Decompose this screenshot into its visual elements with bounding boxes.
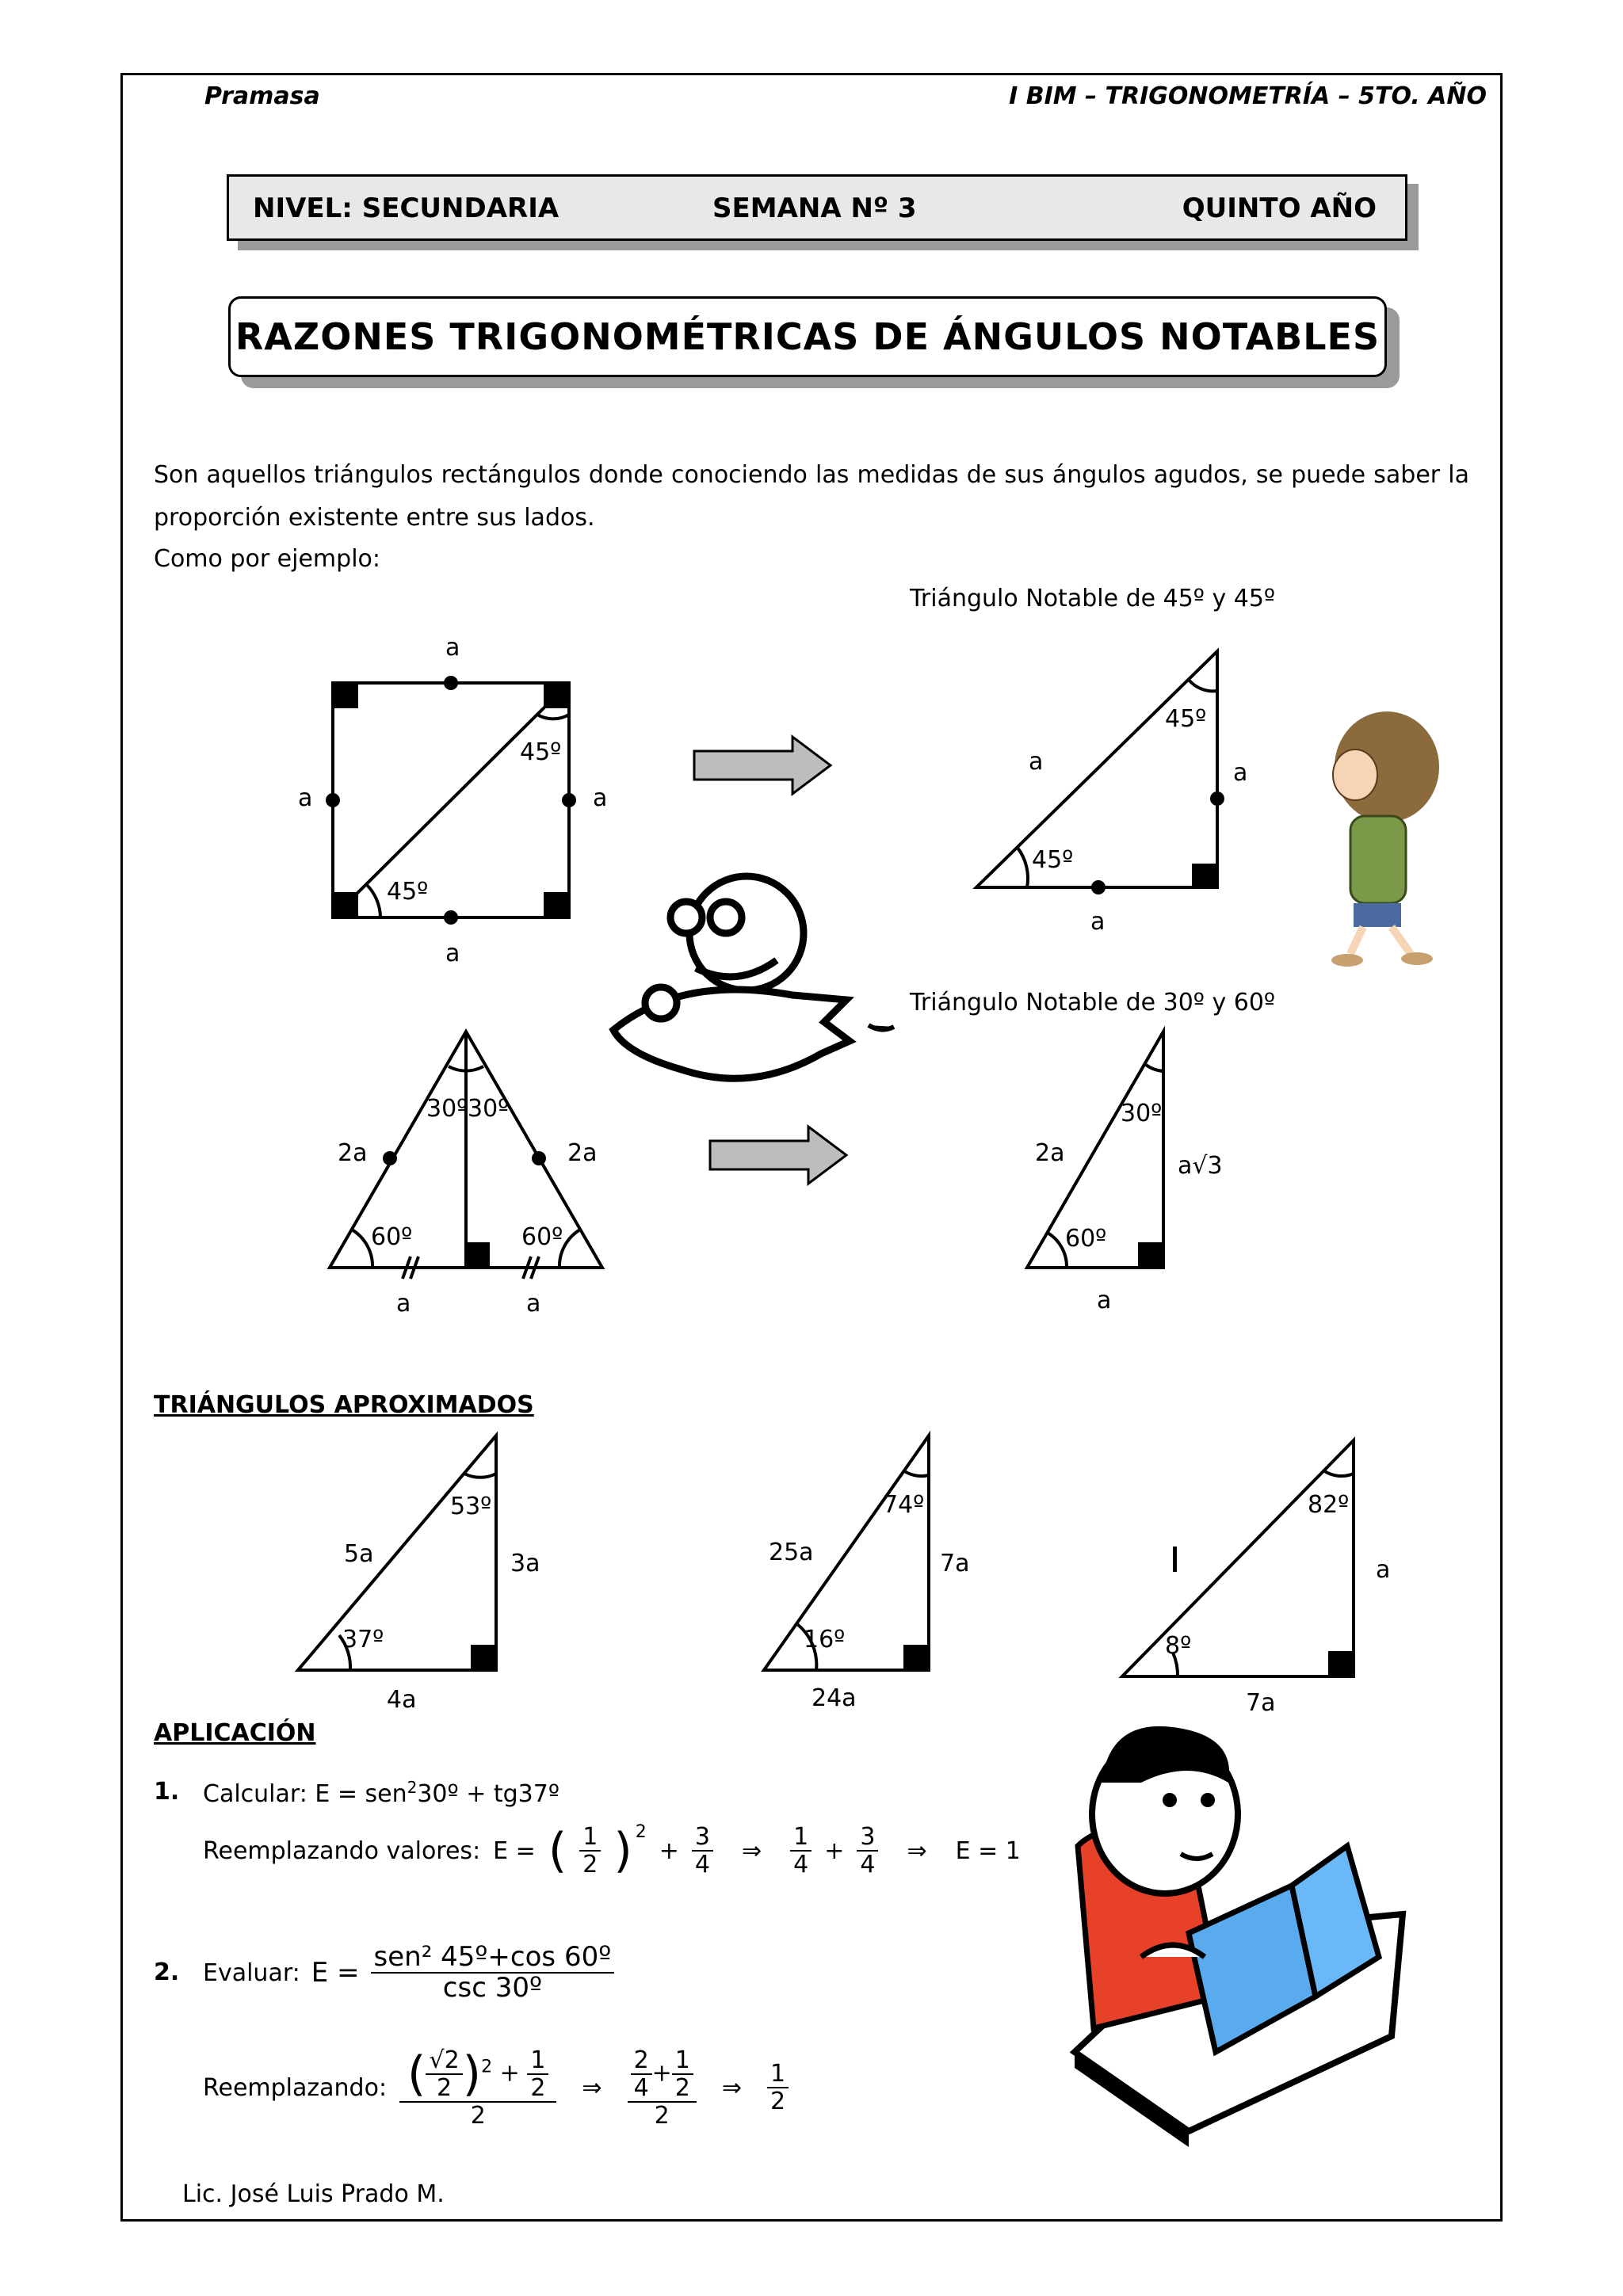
fraction-one-half: $\frac{1}{2}$ [579,1824,601,1878]
triangle-45-markers [1091,791,1224,894]
big-fraction: ( $\frac{√2}{2}$ )$^2$ + $\frac{1}{2}$ 2 [399,2047,556,2129]
owl-cartoon-icon [613,876,894,1078]
intro-line-2: proporción existente entre sus lados. [154,504,595,532]
problem-2-replace-label: Reemplazando: [203,2073,388,2102]
approx-heading: TRIÁNGULOS APROXIMADOS [154,1391,534,1419]
caption-45: Triángulo Notable de 45º y 45º [910,585,1276,612]
tri3060-long-leg: a√3 [1178,1152,1223,1180]
problem-1-replace-label: Reemplazando valores: [203,1836,481,1865]
square-figure [333,683,569,917]
header-left: Pramasa [204,82,320,110]
arrow-implies-3: ⇒ [582,2073,602,2102]
problem-2-text: Evaluar: [203,1958,300,1987]
approx-triangle-3 [1122,1440,1354,1676]
plus-2: + [824,1836,845,1865]
approx2-top: 74º [883,1491,925,1519]
paren-close: ) [613,1823,632,1878]
page-title: RAZONES TRIGONOMÉTRICAS DE ÁNGULOS NOTABLES [235,315,1381,358]
tri3060-base: a [1097,1287,1112,1314]
problem-1-result: E = 1 [955,1836,1021,1865]
header-right: I BIM – TRIGONOMETRÍA – 5TO. AÑO [1009,82,1487,110]
arrow-implies-1: ⇒ [741,1836,762,1865]
approx1-top: 53º [450,1493,492,1520]
arrow-implies-4: ⇒ [721,2073,743,2102]
equi-half-left: a [396,1290,411,1318]
equi-angle-60-left: 60º [371,1223,413,1251]
square-bottom-label: a [445,940,460,967]
approx-triangle-3-marker [1328,1651,1352,1675]
fraction-three-quarters-2: $\frac{3}{4}$ [857,1824,878,1878]
approx3-hyp-mark [1173,1547,1177,1572]
equi-angle-30-right: 30º [468,1095,510,1123]
week-label: SEMANA Nº 3 [712,193,917,224]
approx3-bottom: 8º [1165,1632,1192,1660]
approx-triangle-1 [298,1436,496,1670]
approx2-bottom: 16º [804,1626,846,1653]
problem-1-solution [203,1819,1021,1882]
equi-side-right: 2a [567,1139,598,1167]
equi-half-right: a [526,1290,541,1318]
problem-1-exp: 2 [407,1778,418,1797]
square-top-label: a [445,634,460,662]
approx1-base: 4a [387,1686,417,1714]
fraction-three-quarters: $\frac{3}{4}$ [692,1824,713,1878]
application-heading: APLICACIÓN [154,1719,316,1747]
tri45-angle-top: 45º [1165,705,1207,733]
approx-triangle-2-marker [903,1645,927,1669]
problem-1-text-b: 30º + tg37º [417,1780,559,1808]
student-reading-icon [1075,1726,1403,2147]
tri45-hyp-label: a [1029,748,1044,776]
tri45-angle-bottom: 45º [1032,846,1074,874]
intro-line-1: Son aquellos triángulos rectángulos donde conociendo las medidas de sus ángulos agudos, se puede saber la [154,461,1469,489]
tri45-leg-label: a [1233,759,1248,787]
fraction-one-quarter: $\frac{1}{4}$ [790,1824,812,1878]
plus-1: + [659,1836,679,1865]
intro-line-3: Como por ejemplo: [154,545,380,573]
paren-open: ( [548,1823,567,1878]
problem-1-number: 1. [154,1778,180,1806]
girl-cartoon-icon [1331,711,1439,967]
equi-side-left: 2a [338,1139,368,1167]
equi-angle-30-left: 30º [426,1095,468,1123]
level-label: NIVEL: SECUNDARIA [253,193,559,224]
square-left-label: a [298,784,313,812]
caption-30-60: Triángulo Notable de 30º y 60º [910,989,1276,1016]
triangle-45 [976,651,1217,887]
tri45-base-label: a [1090,908,1106,936]
triangle-30-60-markers [1138,1242,1162,1266]
mid-fraction: $\frac{2}{4}$ + $\frac{1}{2}$ 2 [628,2047,697,2129]
tri3060-hyp: 2a [1035,1139,1065,1167]
square-angle-bottom: 45º [387,878,429,906]
problem-2-E: E = [311,1957,360,1989]
problem-2-number: 2. [154,1958,180,1986]
approx3-base: 7a [1246,1689,1276,1717]
approx1-bottom: 37º [342,1626,384,1653]
tri3060-angle-30: 30º [1121,1100,1163,1127]
problem-1-square: 2 [635,1821,647,1842]
problem-1-statement [203,1778,559,1808]
arrow-implies-2: ⇒ [907,1836,927,1865]
approx2-base: 24a [812,1684,857,1712]
approx2-leg: 7a [940,1550,970,1577]
problem-1-E: E = [493,1836,536,1865]
arrow-1 [694,737,831,794]
approx3-leg: a [1376,1556,1391,1584]
square-right-label: a [593,784,608,812]
approx3-top: 82º [1308,1491,1350,1519]
approx2-hyp: 25a [769,1539,814,1566]
equi-angle-60-right: 60º [521,1223,563,1251]
problem-1-text-a: Calcular: E = sen [203,1780,407,1808]
problem-2-solution [203,2028,789,2147]
square-angle-top: 45º [520,738,562,766]
arrow-2 [710,1127,846,1184]
problem-2-fraction: $\frac{\text{sen² 45º+cos 60º}}{\text{csc 30º}}$ [371,1943,615,2004]
problem-2-statement [203,1935,614,2011]
footer-author: Lic. José Luis Prado M. [182,2180,445,2208]
tri3060-angle-60: 60º [1065,1225,1107,1253]
approx-triangle-1-marker [471,1645,495,1669]
year-label: QUINTO AÑO [1182,193,1377,224]
result-fraction: $\frac{1}{2}$ [767,2061,789,2115]
approx1-leg: 3a [510,1550,540,1577]
approx1-hyp: 5a [344,1540,374,1568]
